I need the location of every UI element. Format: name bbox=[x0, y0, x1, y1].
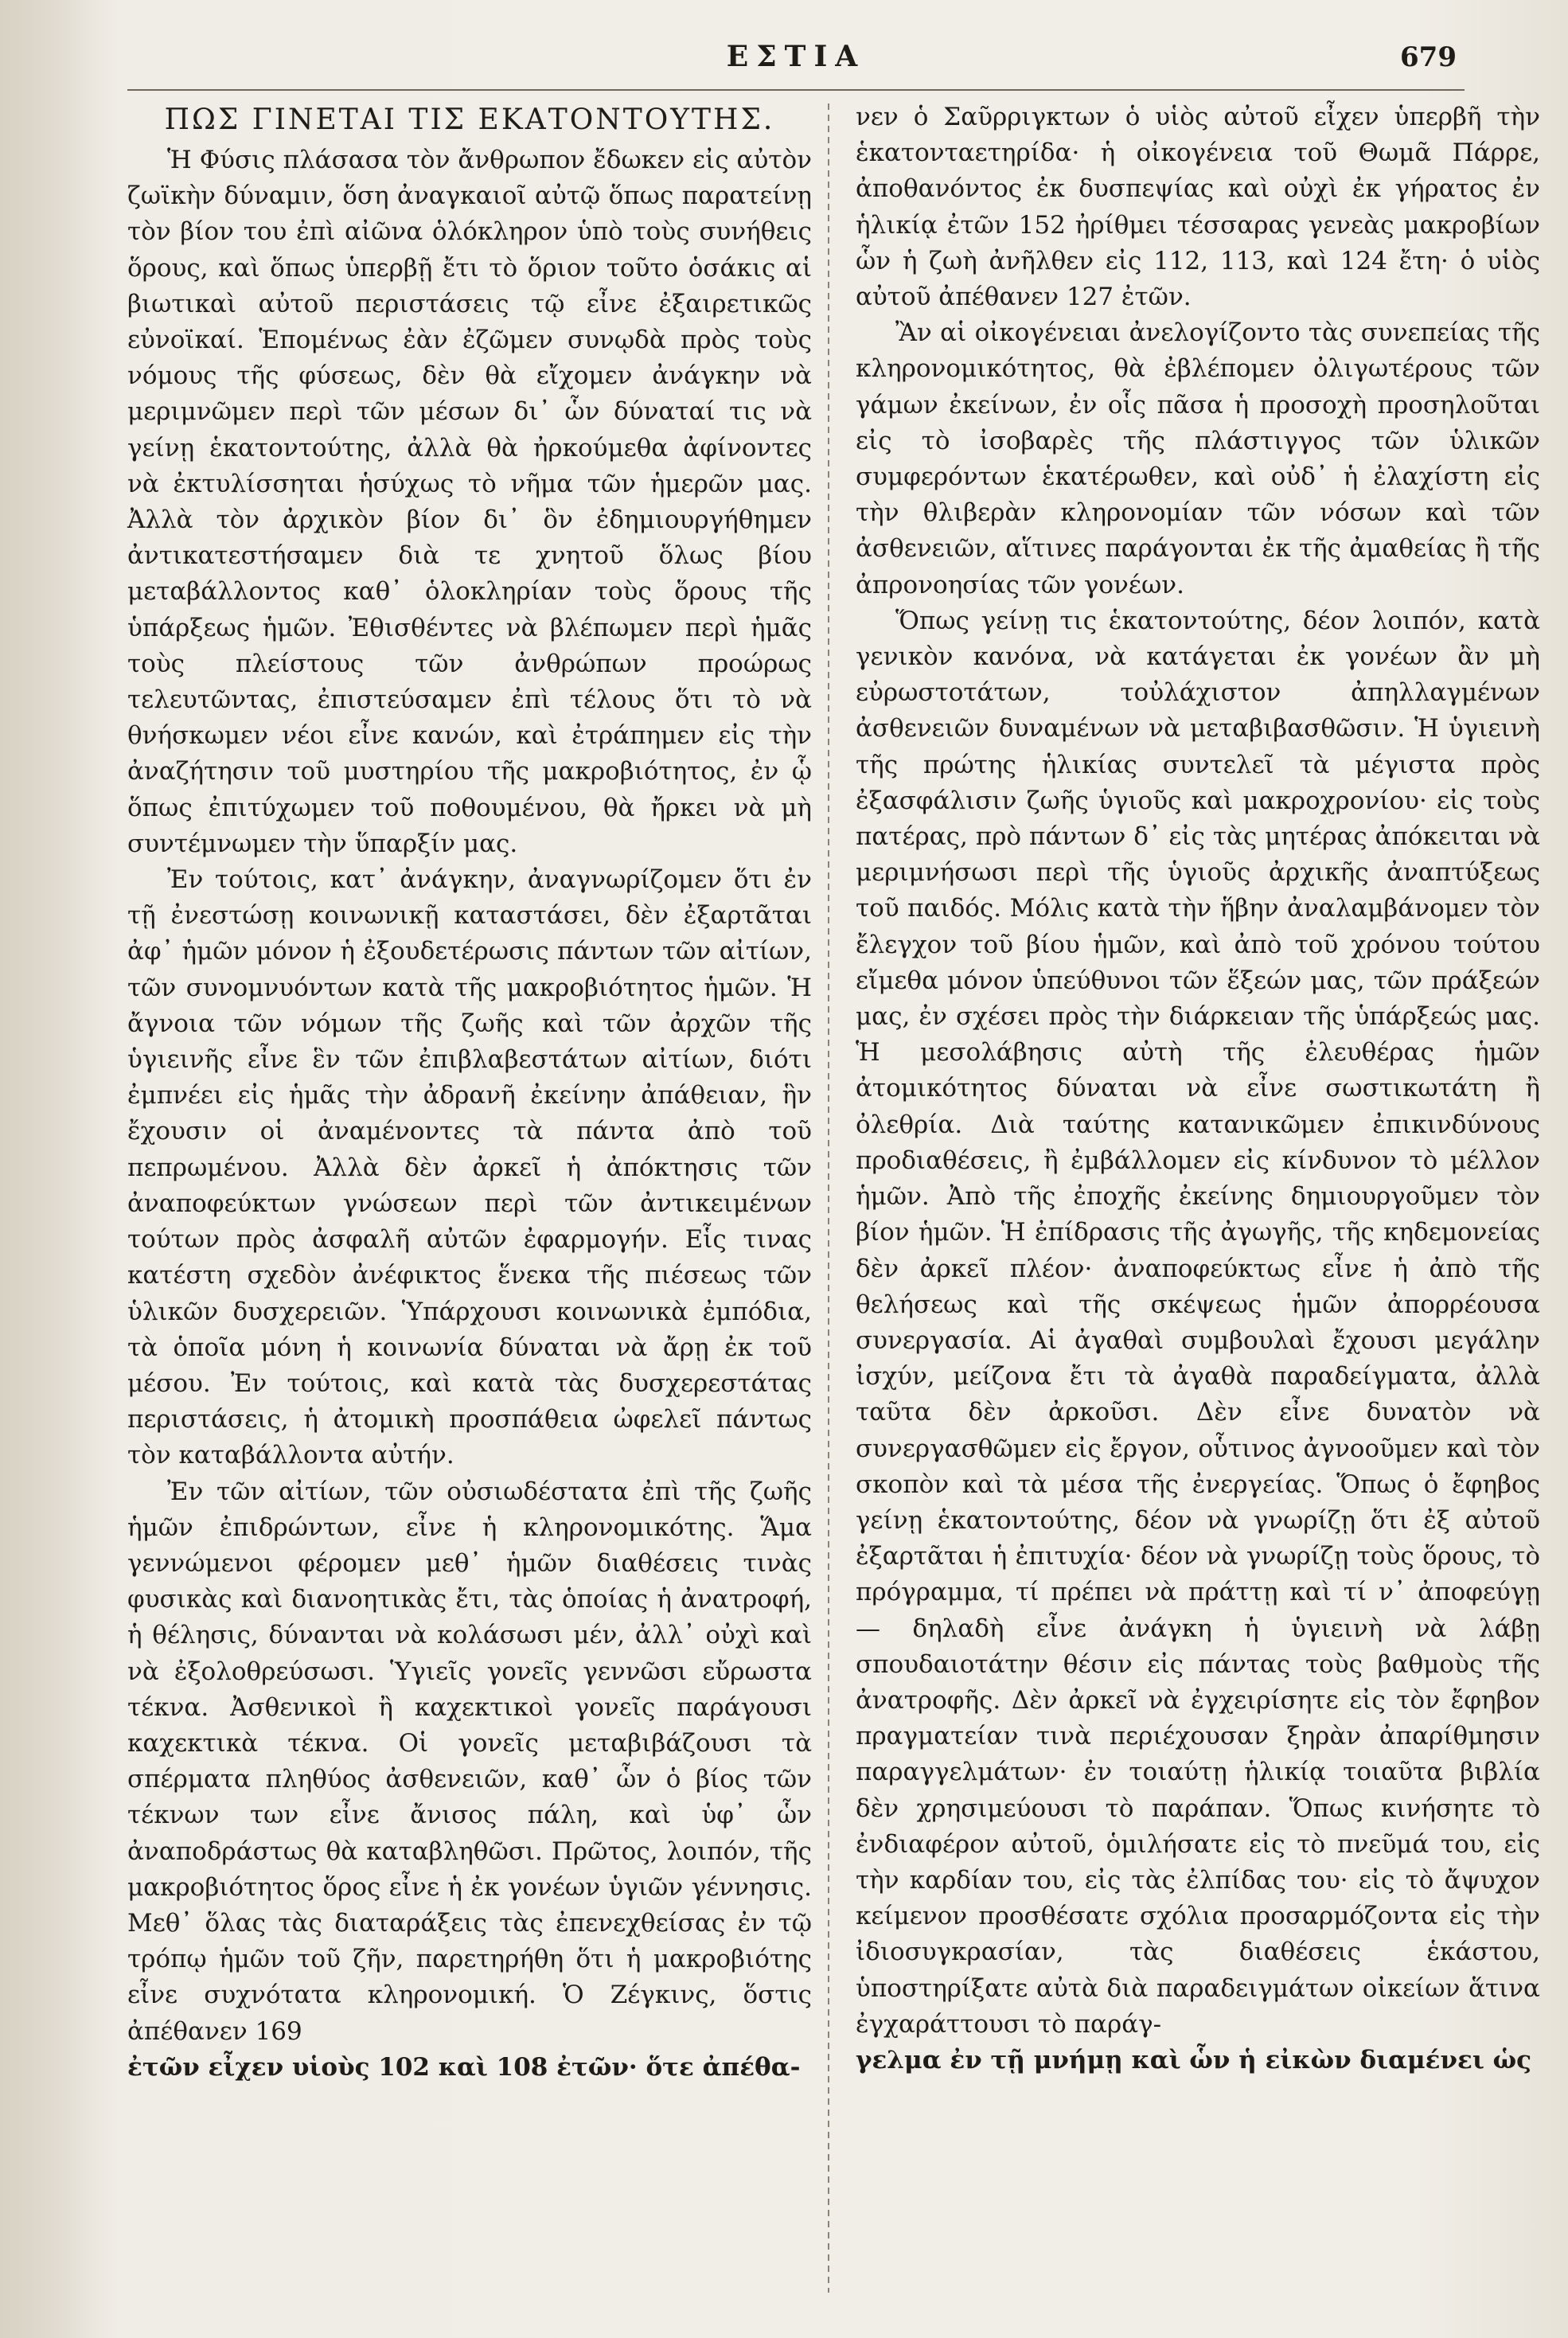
binding-shadow bbox=[0, 0, 119, 2338]
page-number: 679 bbox=[1400, 41, 1457, 73]
paragraph: Ἐν τούτοις, κατ᾽ ἀνάγκην, ἀναγνωρίζομεν ὅτι ἐν τῇ ἐνεστώσῃ κοινωνικῇ καταστάσει, δὲν ἐξαρτᾶται ἀφ᾽ ἡμῶν μόνον ἡ ἐξουδετέρωσις πάντων τῶν αἰτίων, τῶν συνομνυόντων κατὰ τῆς μακροβιότητος ἡμῶν. Ἡ ἄγνοια τῶν νόμων τῆς ζωῆς καὶ τῶν ἀρχῶν τῆς ὑγιεινῆς εἶνε ἓν τῶν ἐπιβλαβεστάτων αἰτίων, διότι ἐμπνέει εἰς ἡμᾶς τὴν ἀδρανῆ ἐκείνην ἀπάθειαν, ἣν ἔχουσιν οἱ ἀναμένοντες τὰ πάντα ἀπὸ τοῦ πεπρωμένου. Ἀλλὰ δὲν ἀρκεῖ ἡ ἀπόκτησις τῶν ἀναποφεύκτων γνώσεων περὶ τῶν ἀντικειμένων τούτων πρὸς ἀσφαλῆ αὐτῶν ἐφαρμογήν. Εἷς τινας κατέστη σχεδὸν ἀνέφικτος ἕνεκα τῆς πιέσεως τῶν ὑλικῶν δυσχερειῶν. Ὑπάρχουσι κοινωνικὰ ἐμπόδια, τὰ ὁποῖα μόνη ἡ κοινωνία δύναται νὰ ἄρῃ ἐκ τοῦ μέσου. Ἐν τούτοις, καὶ κατὰ τὰς δυσχερεστάτας περιστάσεις, ἡ ἀτομικὴ προσπάθεια ὠφελεῖ πάντως τὸν καταβάλλοντα αὐτήν. bbox=[127, 865, 812, 1470]
paragraph: Ὅπως γείνῃ τις ἑκατοντούτης, δέον λοιπόν, κατὰ γενικὸν κανόνα, νὰ κατάγεται ἐκ γονέων ἂν μὴ εὐρωστοτάτων, τοὐλάχιστον ἀπηλλαγμένων ἀσθενειῶν δυναμένων νὰ μεταβιβασθῶσιν. Ἡ ὑγιεινὴ τῆς πρώτης ἡλικίας συντελεῖ τὰ μέγιστα πρὸς ἐξασφάλισιν ζωῆς ὑγιοῦς καὶ μακροχρονίου· εἰς τοὺς πατέρας, πρὸ πάντων δ᾽ εἰς τὰς μητέρας ἀπόκειται νὰ μεριμνήσωσι περὶ τῆς ὑγιοῦς ἀρχικῆς ἀναπτύξεως τοῦ παιδός. Μόλις κατὰ τὴν ἥβην ἀναλαμβάνομεν τὸν ἔλεγχον τοῦ βίου ἡμῶν, καὶ ἀπὸ τοῦ χρόνου τούτου εἴμεθα μόνον ὑπεύθυνοι τῶν ἕξεών μας, τῶν πράξεών μας, ἐν σχέσει πρὸς τὴν διάρκειαν τῆς ὑπάρξεώς μας. Ἡ μεσολάβησις αὐτὴ τῆς ἐλευθέρας ἡμῶν ἀτομικότητος δύναται νὰ εἶνε σωστικωτάτη ἢ ὀλεθρία. Διὰ ταύτης κατανικῶμεν ἐπικινδύνους προδιαθέσεις, ἢ ἐμβάλλομεν εἰς κίνδυνον τὸ μέλλον ἡμῶν. Ἀπὸ τῆς ἐποχῆς ἐκείνης δημιουργοῦμεν τὸν βίον ἡμῶν. Ἡ ἐπίδρασις τῆς ἀγωγῆς, τῆς κηδεμονείας δὲν ἀρκεῖ πλέον· ἀναποφεύκτως εἶνε ἡ ἀπὸ τῆς θελήσεως καὶ τῆς σκέψεως ἡμῶν ἀπορρέουσα συνεργασία. Αἱ ἀγαθαὶ συμβουλαὶ ἔχουσι μεγάλην ἰσχύν, μείζονα ἔτι τὰ ἀγαθὰ παραδείγματα, ἀλλὰ ταῦτα δὲν ἀρκοῦσι. Δὲν εἶνε δυνατὸν νὰ συνεργασθῶμεν εἰς ἔργον, οὗτινος ἀγνοοῦμεν καὶ τὸν σκοπὸν καὶ τὰ μέσα τῆς ἐνεργείας. Ὅπως ὁ ἔφηβος γείνῃ ἑκατοντούτης, δέον νὰ γνωρίζῃ ὅτι ἐξ αὐτοῦ ἐξαρτᾶται ἡ ἐπιτυχία· δέον νὰ γνωρίζῃ τοὺς ὅρους, τὸ πρόγραμμα, τί πρέπει νὰ πράττῃ καὶ τί ν᾽ ἀποφεύγῃ — δηλαδὴ εἶνε ἀνάγκη ἡ ὑγιεινὴ νὰ λάβῃ σπουδαιοτάτην θέσιν εἰς πάντας τοὺς βαθμοὺς τῆς ἀνατροφῆς. Δὲν ἀρκεῖ νὰ ἐγχειρίσητε εἰς τὸν ἔφηβον πραγματείαν τινὰ περιέχουσαν ξηρὰν ἀπαρίθμησιν παραγγελμάτων· ἐν τοιαύτῃ ἡλικίᾳ τοιαῦτα βιβλία δὲν χρησιμεύουσι τὸ παράπαν. Ὅπως κινήσητε τὸ ἐνδιαφέρον αὐτοῦ, ὁμιλήσατε εἰς τὸ πνεῦμά του, εἰς τὴν καρδίαν του, εἰς τὰς ἐλπίδας του· εἰς τὸ ἄψυχον κείμενον προσθέσατε σχόλια προσαρμόζοντα εἰς τὴν ἰδιοσυγκρασίαν, τὰς διαθέσεις ἑκάστου, ὑποστηρίξατε αὐτὰ διὰ παραδειγμάτων οἰκείων ἅτινα ἐγχαράττουσι τὸ παράγ- bbox=[856, 606, 1540, 2039]
publication-title: ΕΣΤΙΑ bbox=[726, 40, 866, 73]
paragraph: νεν ὁ Σαῦρριγκτων ὁ υἱὸς αὐτοῦ εἶχεν ὑπερβῆ τὴν ἑκατονταετηρίδα· ἡ οἰκογένεια τοῦ Θωμᾶ Πάρρε, ἀποθανόντος ἐκ δυσπεψίας καὶ οὐχὶ ἐκ γήρατος ἐν ἡλικίᾳ ἐτῶν 152 ἠρίθμει τέσσαρας γενεὰς μακροβίων ὧν ἡ ζωὴ ἀνῆλθεν εἰς 112, 113, καὶ 124 ἔτη· ὁ υἱὸς αὐτοῦ ἀπέθανεν 127 ἐτῶν. bbox=[856, 103, 1540, 312]
paragraph: Ἂν αἱ οἰκογένειαι ἀνελογίζοντο τὰς συνεπείας τῆς κληρονομικότητος, θὰ ἐβλέπομεν ὀλιγωτέρους τῶν γάμων ἐκείνων, ἐν οἷς πᾶσα ἡ προσοχὴ προσηλοῦται εἰς τὸ ἰσοβαρὲς τῆς πλάστιγγος τῶν ὑλικῶν συμφερόντων ἑκατέρωθεν, καὶ οὐδ᾽ ἡ ἐλαχίστη εἰς τὴν θλιβερὰν κληρονομίαν τῶν νόσων καὶ τῶν ἀσθενειῶν, αἵτινες παράγονται ἐκ τῆς ἀμαθείας ἢ τῆς ἀπρονοησίας τῶν γονέων. bbox=[856, 318, 1540, 599]
page-header bbox=[111, 32, 1480, 80]
bold-line: γελμα ἐν τῇ μνήμῃ καὶ ὧν ἡ εἰκὼν διαμένει ὡς bbox=[856, 2045, 1532, 2075]
column-divider bbox=[828, 103, 829, 2293]
left-column bbox=[127, 100, 812, 2086]
bold-line: ἐτῶν εἶχεν υἱοὺς 102 καὶ 108 ἐτῶν· ὅτε ἀπέθα- bbox=[127, 2052, 801, 2082]
right-column bbox=[856, 100, 1540, 2078]
paragraph: Ἡ Φύσις πλάσασα τὸν ἄνθρωπον ἔδωκεν εἰς αὐτὸν ζωϊκὴν δύναμιν, ὅση ἀναγκαιοῖ αὐτῷ ὅπως παρατείνῃ τὸν βίον του ἐπὶ αἰῶνα ὁλόκληρον ὑπὸ τοὺς συνήθεις ὅρους, καὶ ὅπως ὑπερβῇ ἔτι τὸ ὅριον τοῦτο ὁσάκις αἱ βιωτικαὶ αὐτοῦ περιστάσεις τῷ εἶνε ἐξαιρετικῶς εὐνοϊκαί. Ἑπομένως ἐὰν ἐζῶμεν συνῳδὰ πρὸς τοὺς νόμους τῆς φύσεως, δὲν θὰ εἴχομεν ἀνάγκην νὰ μεριμνῶμεν περὶ τῶν μέσων δι᾽ ὧν δύναταί τις νὰ γείνῃ ἑκατοντούτης, ἀλλὰ θὰ ἠρκούμεθα ἀφίνοντες νὰ ἐκτυλίσσηται ἡσύχως τὸ νῆμα τῶν ἡμερῶν μας. Ἀλλὰ τὸν ἀρχικὸν βίον δι᾽ ὃν ἐδημιουργήθημεν ἀντικατεστήσαμεν διὰ τε χνητοῦ ὅλως βίου μεταβάλλοντος καθ᾽ ὁλοκληρίαν τοὺς ὅρους τῆς ὑπάρξεως ἡμῶν. Ἐθισθέντες νὰ βλέπωμεν περὶ ἡμᾶς τοὺς πλείστους τῶν ἀνθρώπων προώρως τελευτῶντας, ἐπιστεύσαμεν ἐπὶ τέλους ὅτι τὸ νὰ θνήσκωμεν νέοι εἶνε κανών, καὶ ἐτράπημεν εἰς τὴν ἀναζήτησιν τοῦ μυστηρίου τῆς μακροβιότητος, ἐν ᾧ ὅπως ἐπιτύχωμεν τοῦ ποθουμένου, θὰ ἤρκει νὰ μὴ συντέμνωμεν τὴν ὕπαρξίν μας. bbox=[127, 146, 812, 858]
paragraph: Ἐν τῶν αἰτίων, τῶν οὐσιωδέστατα ἐπὶ τῆς ζωῆς ἡμῶν ἐπιδρώντων, εἶνε ἡ κληρονομικότης. Ἅμα γεννώμενοι φέρομεν μεθ᾽ ἡμῶν διαθέσεις τινὰς φυσικὰς καὶ διανοητικὰς ἔτι, τὰς ὁποίας ἡ ἀνατροφή, ἡ θέλησις, δύνανται νὰ κολάσωσι μέν, ἀλλ᾽ οὐχὶ καὶ νὰ ἐξολοθρεύσωσι. Ὑγιεῖς γονεῖς γεννῶσι εὔρωστα τέκνα. Ἀσθενικοὶ ἢ καχεκτικοὶ γονεῖς παράγουσι καχεκτικὰ τέκνα. Οἱ γονεῖς μεταβιβάζουσι τὰ σπέρματα πληθύος ἀσθενειῶν, καθ᾽ ὧν ὁ βίος τῶν τέκνων των εἶνε ἄνισος πάλη, καὶ ὑφ᾽ ὧν ἀναποδράστως θὰ καταβληθῶσι. Πρῶτος, λοιπόν, τῆς μακροβιότητος ὅρος εἶνε ἡ ἐκ γονέων ὑγιῶν γέννησις. Μεθ᾽ ὅλας τὰς διαταράξεις τὰς ἐπενεχθείσας ἐν τῷ τρόπῳ ἡμῶν τοῦ ζῆν, παρετηρήθη ὅτι ἡ μακροβιότης εἶνε συχνότατα κληρονομική. Ὁ Ζέγκινς, ὅστις ἀπέθανεν 169 bbox=[127, 1477, 812, 2046]
article-title: ΠΩΣ ΓΙΝΕΤΑΙ ΤΙΣ ΕΚΑΤΟΝΤΟΥΤΗΣ. bbox=[164, 103, 775, 136]
header-rule bbox=[127, 89, 1465, 91]
